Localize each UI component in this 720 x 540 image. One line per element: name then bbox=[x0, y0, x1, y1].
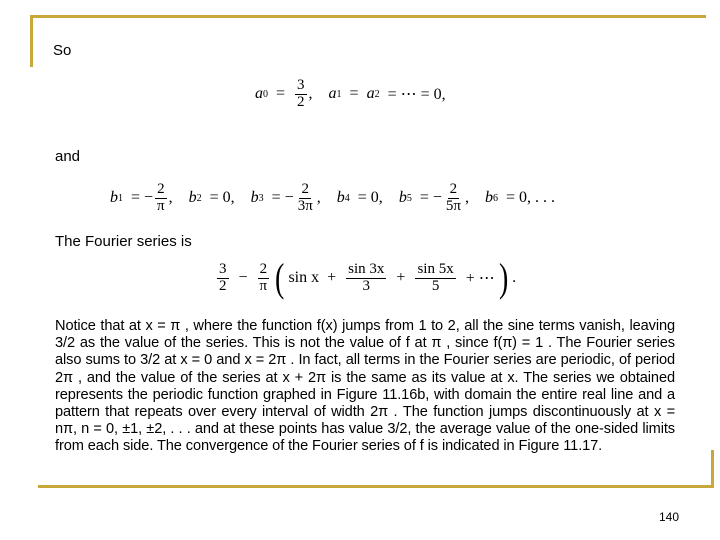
label-fourier-intro: The Fourier series is bbox=[55, 233, 192, 250]
a-symbol: a bbox=[255, 85, 263, 103]
label-and: and bbox=[55, 148, 81, 165]
equation-a-coefficients: a 0 = $\frac{3}{2}$ , a 1 = a 2 = ⋯ = 0, bbox=[255, 77, 446, 110]
frame-bottom-rule bbox=[38, 485, 714, 488]
frame-left-rule bbox=[30, 15, 33, 67]
fraction-three-halves: $\frac{3}{2}$ bbox=[297, 77, 305, 110]
page-number: 140 bbox=[659, 510, 680, 524]
equation-fourier-series: $\frac{3}{2}$ − $\frac{2}{\pi}$ ( sin x + $\frac{\sin 3x}{3}$ + $\frac{\sin 5x}{5}$ + ⋯ ) . bbox=[219, 255, 517, 300]
explanation-paragraph: Notice that at x = π , where the function f(x) jumps from 1 to 2, all the sine terms vanish, leaving 3/2 as the value of the series. This is not the value of f at π , since f(π) = 1 . The Fourier series also sums to 3/2 at x = 0 and x = 2π . In fact, all terms in the Fourier series are periodic, of period 2π , and the value of the series at x + 2π is the same as its value at x. The series we obtained represents the periodic function graphed in Figure 11.16b, with domain the entire real line and a pattern that repeats over every interval of width 2π . The function jumps discontinuously at x = nπ, n = 0, ±1, ±2, . . . and at these points has value 3/2, the average value of the one-sided limits from each side. The convergence of the Fourier series of f is indicated in Figure 11.17. bbox=[55, 318, 675, 455]
equation-b-coefficients: b 1 = − $\frac{2}{\pi}$ , b 2 = 0, b 3 = − $\frac{2}{3\pi}$ , b 4 = 0, b 5 = − $\frac{2}{5\pi}$ , b 6 = 0, . . . bbox=[110, 181, 555, 214]
frame-top-rule bbox=[30, 15, 706, 18]
frame-right-rule bbox=[711, 450, 714, 488]
label-so: So bbox=[53, 42, 72, 59]
